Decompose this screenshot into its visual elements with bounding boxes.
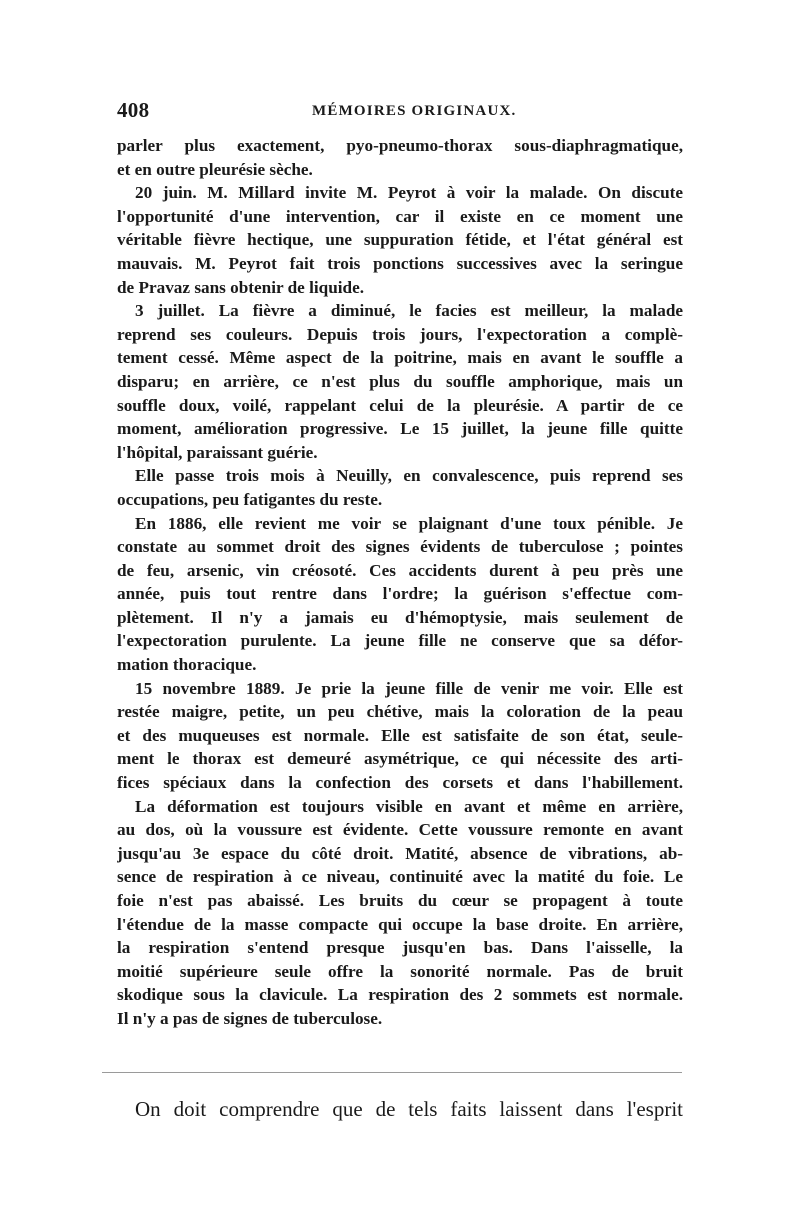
text-line: l'expectoration purulente. La jeune fille ne conserve que sa défor-: [117, 631, 683, 651]
text-line: l'hôpital, paraissant guérie.: [117, 442, 318, 462]
text-line: parler plus exactement, pyo-pneumo-thorax sous-diaphragmatique,: [117, 136, 683, 155]
text-line: et en outre pleurésie sèche.: [117, 159, 313, 179]
text-line: de Pravaz sans obtenir de liquide.: [117, 277, 365, 297]
journal-title: MÉMOIRES ORIGINAUX.: [312, 103, 517, 119]
text-line: Elle passe trois mois à Neuilly, en convalescence, puis reprend ses: [135, 466, 683, 486]
text-line: ment le thorax est demeuré asymétrique, ce qui nécessite des arti-: [117, 749, 683, 769]
text-line: véritable fièvre hectique, une suppuration fétide, et l'état général est: [117, 230, 683, 250]
text-line: année, puis tout rentre dans l'ordre; la guérison s'effectue com-: [117, 584, 683, 604]
closing-line: On doit comprendre que de tels faits laissent dans l'esprit: [135, 1097, 683, 1121]
text-line: moitié supérieure seule offre la sonorité normale. Pas de bruit: [117, 961, 683, 981]
text-line: moment, amélioration progressive. Le 15 juillet, la jeune fille quitte: [117, 419, 683, 439]
text-line: et des muqueuses est normale. Elle est satisfaite de son état, seule-: [117, 725, 683, 745]
text-line: 3 juillet. La fièvre a diminué, le facies est meilleur, la malade: [135, 301, 683, 321]
text-line: Il n'y a pas de signes de tuberculose.: [117, 1008, 383, 1028]
text-line: jusqu'au 3e espace du côté droit. Matité, absence de vibrations, ab-: [117, 843, 683, 863]
text-line: reprend ses couleurs. Depuis trois jours, l'expectoration a complè-: [117, 324, 683, 344]
text-line: En 1886, elle revient me voir se plaignant d'une toux pénible. Je: [135, 513, 683, 533]
running-head: [117, 98, 683, 126]
text-line: skodique sous la clavicule. La respiration des 2 sommets est normale.: [117, 985, 683, 1005]
text-line: La déformation est toujours visible en avant et même en arrière,: [135, 796, 683, 816]
text-line: souffle doux, voilé, rappelant celui de la pleurésie. A partir de ce: [117, 395, 683, 415]
text-line: 15 novembre 1889. Je prie la jeune fille de venir me voir. Elle est: [135, 678, 683, 698]
text-line: de feu, arsenic, vin créosoté. Ces accidents durent à peu près une: [117, 560, 683, 580]
text-line: fices spéciaux dans la confection des corsets et dans l'habillement.: [117, 773, 683, 793]
text-line: au dos, où la voussure est évidente. Cette voussure remonte en avant: [117, 820, 683, 840]
text-line: disparu; en arrière, ce n'est plus du souffle amphorique, mais un: [117, 371, 683, 391]
text-line: plètement. Il n'y a jamais eu d'hémoptysie, mais seulement de: [117, 607, 683, 627]
text-line: constate au sommet droit des signes évidents de tuberculose ; pointes: [117, 537, 683, 557]
footnote-rule: [102, 1072, 682, 1073]
text-line: 20 juin. M. Millard invite M. Peyrot à voir la malade. On discute: [135, 183, 683, 203]
text-line: occupations, peu fatigantes du reste.: [117, 489, 383, 509]
text-line: tement cessé. Même aspect de la poitrine, mais en avant le souffle a: [117, 348, 683, 368]
text-line: l'opportunité d'une intervention, car il existe en ce moment une: [117, 206, 683, 226]
page-number: 408: [117, 98, 150, 122]
text-line: foie n'est pas abaissé. Les bruits du cœur se propagent à toute: [117, 891, 683, 910]
text-line: la respiration s'entend presque jusqu'en bas. Dans l'aisselle, la: [117, 938, 683, 958]
text-line: mation thoracique.: [117, 655, 257, 675]
text-line: mauvais. M. Peyrot fait trois ponctions successives avec la seringue: [117, 253, 683, 273]
text-line: restée maigre, petite, un peu chétive, mais la coloration de la peau: [117, 702, 683, 722]
text-line: l'étendue de la masse compacte qui occupe la base droite. En arrière,: [117, 914, 683, 934]
text-line: sence de respiration à ce niveau, continuité avec la matité du foie. Le: [117, 867, 683, 887]
case-report-text: [117, 134, 683, 1031]
